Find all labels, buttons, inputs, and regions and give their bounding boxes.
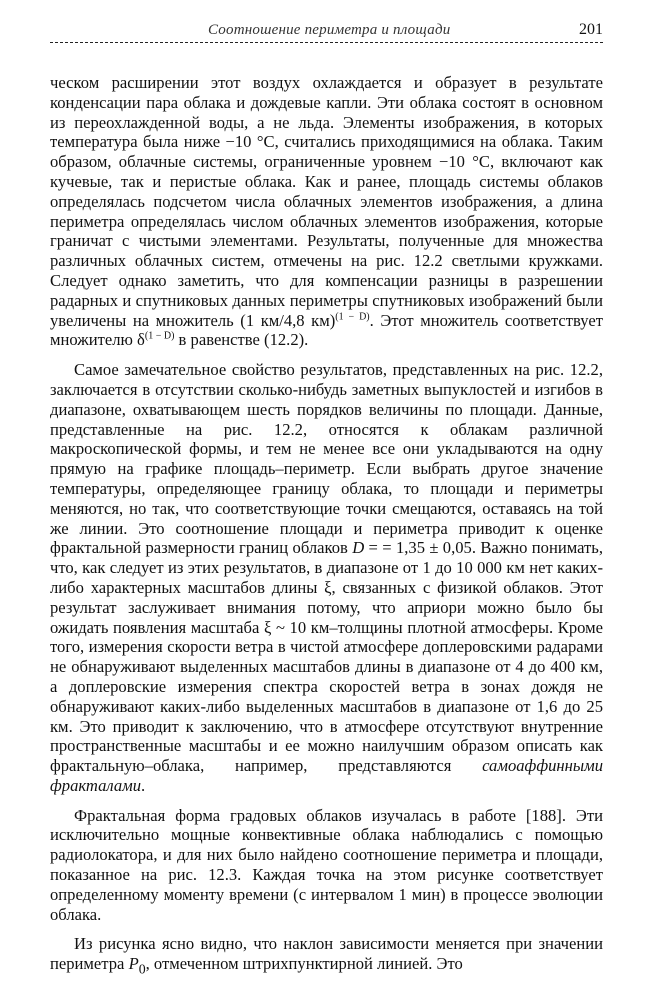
running-head: Соотношение периметра и площади [208,22,451,38]
paragraph-3 [50,806,603,925]
paragraph-4-segment: 0 [138,961,146,977]
body-text [50,73,603,989]
paragraph-4 [50,934,603,979]
page-header [50,20,603,43]
paragraph-1-segment: (1 − D) [335,311,370,323]
paragraph-1 [50,73,603,350]
page-number: 201 [579,21,603,38]
paragraph-2-segment: = = 1,35 ± 0,05. Важно понимать, что, как следует из этих результатов, в диапазоне от 1 до 10 000 км нет каких-либо характерных масштабов длины ξ, связанных с физикой облаков. Этот результат заслуживает внимания потому, что априори можно было бы ожидать появления масштаба ξ ~ 10 км–толщины плотной атмосферы. Кроме того, измерения скорости ветра в чистой атмосфере доплеровскими радарами не обнаруживают выделенных масштабов длины в диапазоне от 4 до 400 км, а доплеровские измерения спектра скоростей ветра в зонах дождя не обнаруживают каких-либо выделенных масштабов в диапазоне от 1,6 до 25 км. Это приводит к заключению, что в атмосфере отсутствуют внутренние пространственные масштабы и ее можно наилучшим образом описать как фрактальную–облака, например, представляются [50,538,603,776]
paragraph-4-segment: Из рисунка ясно видно, что наклон зависимости меняется при значении периметра [50,934,603,974]
paragraph-2-segment: Самое замечательное свойство результатов, представленных на рис. 12.2, заключается в отсутствии сколько-нибудь заметных выпуклостей и изгибов в диапазоне, охватывающем шесть порядков величины по площади. Данные, представленные на рис. 12.2, относятся к облакам различной макроскопической формы, и тем не менее все они укладываются на одну прямую на графике площадь–периметр. Если выбрать другое значение температуры, определяющее границу облака, то площади и периметры меняются, но так, что соответствующие точки смещаются, оставаясь на той же линии. Это соотношение площади и периметра приводит к оценке фрактальной размерности границ облаков [50,360,603,558]
paragraph-2-segment: D [352,538,365,558]
paragraph-3-segment: Фрактальная форма градовых облаков изучалась в работе [188]. Эти исключительно мощные конвективные облака наблюдались с помощью радиолокатора, и для них было найдено соотношение периметра и площади, показанное на рис. 12.3. Каждая точка на этом рисунке соответствует определенному моменту времени (с интервалом 1 мин) в процессе эволюции облака. [50,805,603,924]
paragraph-1-segment: ческом расширении этот воздух охлаждается и образует в результате конденсации пара облака и дождевые капли. Эти облака состоят в основном из переохлажденной воды, а не льда. Элементы изображения, в которых температура была ниже −10 °С, считались приходящимися на облака. Таким образом, облачные системы, ограниченные уровнем −10 °С, включают как кучевые, так и перистые облака. Как и ранее, площадь системы облаков определялась подсчетом числа облачных элементов изображения, а длина периметра определялась числом облачных элементов изображения, которые граничат с чистыми элементами. Результаты, полученные для множества различных облачных систем, отмечены на рис. 12.2 светлыми кружками. Следует однако заметить, что для компенсации разницы в разрешении радарных и спутниковых данных периметры спутниковых изображений были увеличены на множитель (1 км/4,8 км) [50,73,603,330]
paragraph-2-segment: . [141,775,146,795]
paragraph-2-segment: самоаффинными фракталами [50,756,603,795]
paragraph-4-segment: , отмеченном штрихпунктирной линией. Это [145,954,463,974]
paragraph-4-segment: P [128,954,139,974]
paragraph-1-segment: в равенстве (12.2). [174,330,309,350]
paragraph-1-segment: (1 − D) [144,330,175,342]
paragraph-2 [50,360,603,796]
paragraph-1-segment: . Этот множитель соответствует множителю δ [50,310,603,350]
